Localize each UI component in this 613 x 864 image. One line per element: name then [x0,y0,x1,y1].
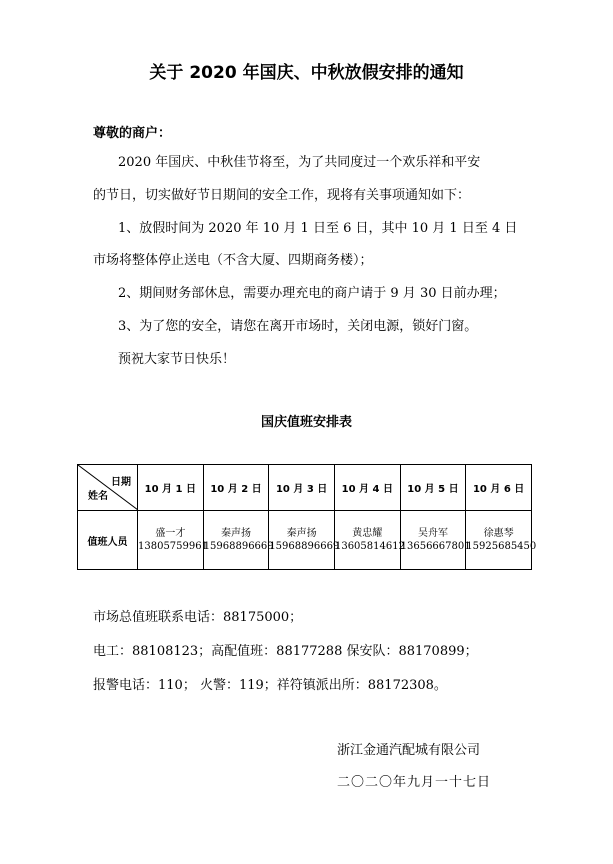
staff-phone: 13656667801 [400,541,471,552]
corner-date-label: 日期 [111,477,131,488]
corner-cell [78,465,138,511]
staff-cell [269,511,340,570]
contact-line-emergency: 报警电话：110； 火警：119；祥符镇派出所：88172308。 [93,678,447,693]
item-1-line-1: 1、放假时间为 2020 年 10 月 1 日至 6 日，其中 10 月 1 日至 4 日 [118,221,518,236]
staff-name: 盛一才 [155,528,186,539]
intro-line-2: 的节日，切实做好节日期间的安全工作，现将有关事项通知如下： [93,188,471,203]
date-header: 10 月 6 日 [466,465,532,511]
staff-name: 秦声扬 [220,528,251,539]
staff-name: 徐惠琴 [483,528,514,539]
corner-name-label: 姓名 [88,491,108,502]
contact-line-main: 市场总值班联系电话：88175000； [93,610,303,625]
staff-cell [466,511,537,570]
intro-line-1: 2020 年国庆、中秋佳节将至，为了共同度过一个欢乐祥和平安 [118,155,481,170]
item-2: 2、期间财务部休息，需要办理充电的商户请于 9 月 30 日前办理； [118,286,506,301]
staff-phone: 15968896669 [203,541,274,552]
signature-date: 二〇二〇年九月一十七日 [337,775,492,790]
table-header-row [78,465,532,511]
row-label: 值班人员 [78,511,138,570]
notice-title: 关于 2020 年国庆、中秋放假安排的通知 [149,63,464,83]
date-header: 10 月 4 日 [334,465,400,511]
staff-phone: 15925685450 [466,541,537,552]
table-caption: 国庆值班安排表 [260,415,352,430]
contact-line-staff: 电工：88108123；高配值班：88177288 保安队：88170899； [93,644,478,659]
date-header: 10 月 5 日 [400,465,466,511]
table-row [78,511,532,570]
staff-cell [400,511,471,570]
staff-name: 秦声扬 [286,528,317,539]
staff-phone: 13805759961 [138,541,208,552]
staff-name: 吴舟军 [417,528,448,539]
salutation: 尊敬的商户： [93,126,172,141]
closing-wish: 预祝大家节日快乐！ [118,352,236,367]
duty-schedule-table [77,464,537,570]
staff-phone: 15968896669 [269,541,340,552]
staff-cell [203,511,274,570]
staff-cell [138,511,208,570]
date-header: 10 月 1 日 [138,465,204,511]
date-header: 10 月 3 日 [269,465,335,511]
item-1-line-2: 市场将整体停止送电（不含大厦、四期商务楼）； [93,253,373,268]
date-header: 10 月 2 日 [203,465,269,511]
staff-phone: 13605814612 [334,541,405,552]
staff-cell [334,511,405,570]
staff-name: 黄忠耀 [352,528,383,539]
item-3: 3、为了您的安全，请您在离开市场时，关闭电源，锁好门窗。 [118,319,478,334]
company-signature: 浙江金通汽配城有限公司 [337,743,481,758]
